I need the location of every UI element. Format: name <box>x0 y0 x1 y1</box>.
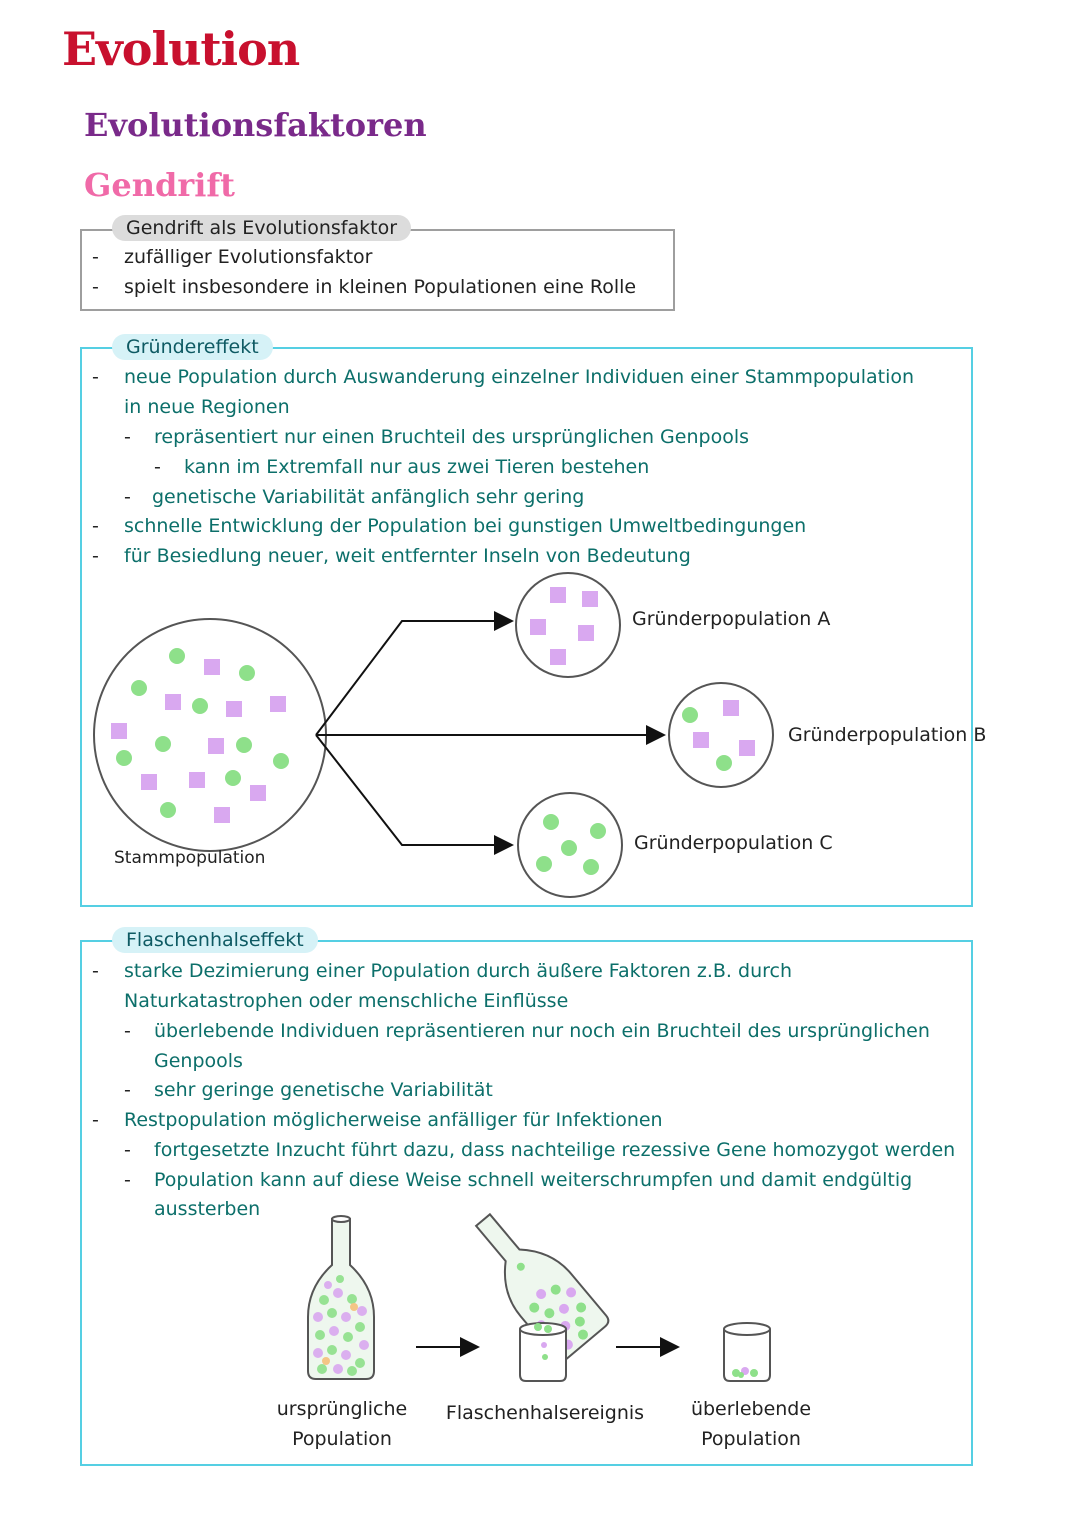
bullet-dash: - <box>92 515 99 537</box>
bullet-dash: - <box>124 426 131 448</box>
gruender-line: repräsentiert nur einen Bruchteil des ursprünglichen Genpools <box>154 426 749 448</box>
full-bottle-icon <box>308 1216 374 1379</box>
flaschen-line: Restpopulation möglicherweise anfälliger für Infektionen <box>124 1109 663 1131</box>
stamm-circle <box>94 619 326 851</box>
gruender-line: schnelle Entwicklung der Population bei gunstigen Umweltbedingungen <box>124 515 807 537</box>
stamm-label: Stammpopulation <box>114 848 266 868</box>
bullet-dash: - <box>154 456 161 478</box>
pop-b-label: Gründerpopulation B <box>788 724 987 746</box>
flaschen-line: überlebende Individuen repräsentieren nur noch ein Bruchteil des ursprünglichen <box>154 1020 930 1042</box>
bullet-dash: - <box>124 486 131 508</box>
subtitle: Evolutionsfaktoren <box>84 106 427 144</box>
flaschenhals-heading: Flaschenhalseffekt <box>112 927 318 953</box>
gendrift-heading: Gendrift als Evolutionsfaktor <box>112 215 411 241</box>
gruendereffekt-heading: Gründereffekt <box>112 334 273 360</box>
caption-original-line: ursprüngliche <box>276 1398 408 1420</box>
bullet-dash: - <box>124 1139 131 1161</box>
caption-survivor-line: überlebende <box>690 1398 812 1420</box>
gendrift-item: zufälliger Evolutionsfaktor <box>124 246 373 268</box>
flaschen-line: Naturkatastrophen oder menschliche Einflüsse <box>124 990 569 1012</box>
cup-icon <box>520 1323 566 1381</box>
flaschen-line: starke Dezimierung einer Population durch äußere Faktoren z.B. durch <box>124 960 792 982</box>
pop-b-circle <box>669 683 773 787</box>
flaschen-line: sehr geringe genetische Variabilität <box>154 1079 493 1101</box>
bullet-dash: - <box>124 1079 131 1101</box>
caption-survivor <box>676 1394 826 1454</box>
bullet-dash: - <box>92 246 99 268</box>
caption-survivor-line: Population <box>701 1428 801 1450</box>
flaschen-line: aussterben <box>154 1198 261 1220</box>
gruender-line: für Besiedlung neuer, weit entfernter Inseln von Bedeutung <box>124 545 691 567</box>
bullet-dash: - <box>92 960 99 982</box>
caption-event: Flaschenhalsereignis <box>445 1402 645 1424</box>
bottleneck-diagram <box>290 1195 800 1390</box>
stamm-dots <box>111 648 289 823</box>
survivor-cup-icon <box>724 1323 770 1381</box>
gruender-line: neue Population durch Auswanderung einzelner Individuen einer Stammpopulation <box>124 366 915 388</box>
gruender-line: genetische Variabilität anfänglich sehr gering <box>152 486 585 508</box>
flaschen-line: Population kann auf diese Weise schnell weiterschrumpfen und damit endgültig <box>154 1169 913 1191</box>
gruender-line: kann im Extremfall nur aus zwei Tieren bestehen <box>184 456 650 478</box>
caption-original-line: Population <box>292 1428 392 1450</box>
bullet-dash: - <box>124 1020 131 1042</box>
flaschen-line: fortgesetzte Inzucht führt dazu, dass nachteilige rezessive Gene homozygot werden <box>154 1139 956 1161</box>
caption-original <box>262 1394 422 1454</box>
bullet-dash: - <box>92 1109 99 1131</box>
pop-a-label: Gründerpopulation A <box>632 608 831 630</box>
gendrift-item: spielt insbesondere in kleinen Populationen eine Rolle <box>124 276 637 298</box>
gruender-line: in neue Regionen <box>124 396 290 418</box>
gendrift-box <box>80 229 675 311</box>
bullet-dash: - <box>92 366 99 388</box>
pop-c-label: Gründerpopulation C <box>634 832 833 854</box>
bullet-dash: - <box>92 545 99 567</box>
section-title: Gendrift <box>84 166 235 204</box>
flaschen-line: Genpools <box>154 1050 243 1072</box>
page-title: Evolution <box>62 22 300 76</box>
bullet-dash: - <box>124 1169 131 1191</box>
bullet-dash: - <box>92 276 99 298</box>
